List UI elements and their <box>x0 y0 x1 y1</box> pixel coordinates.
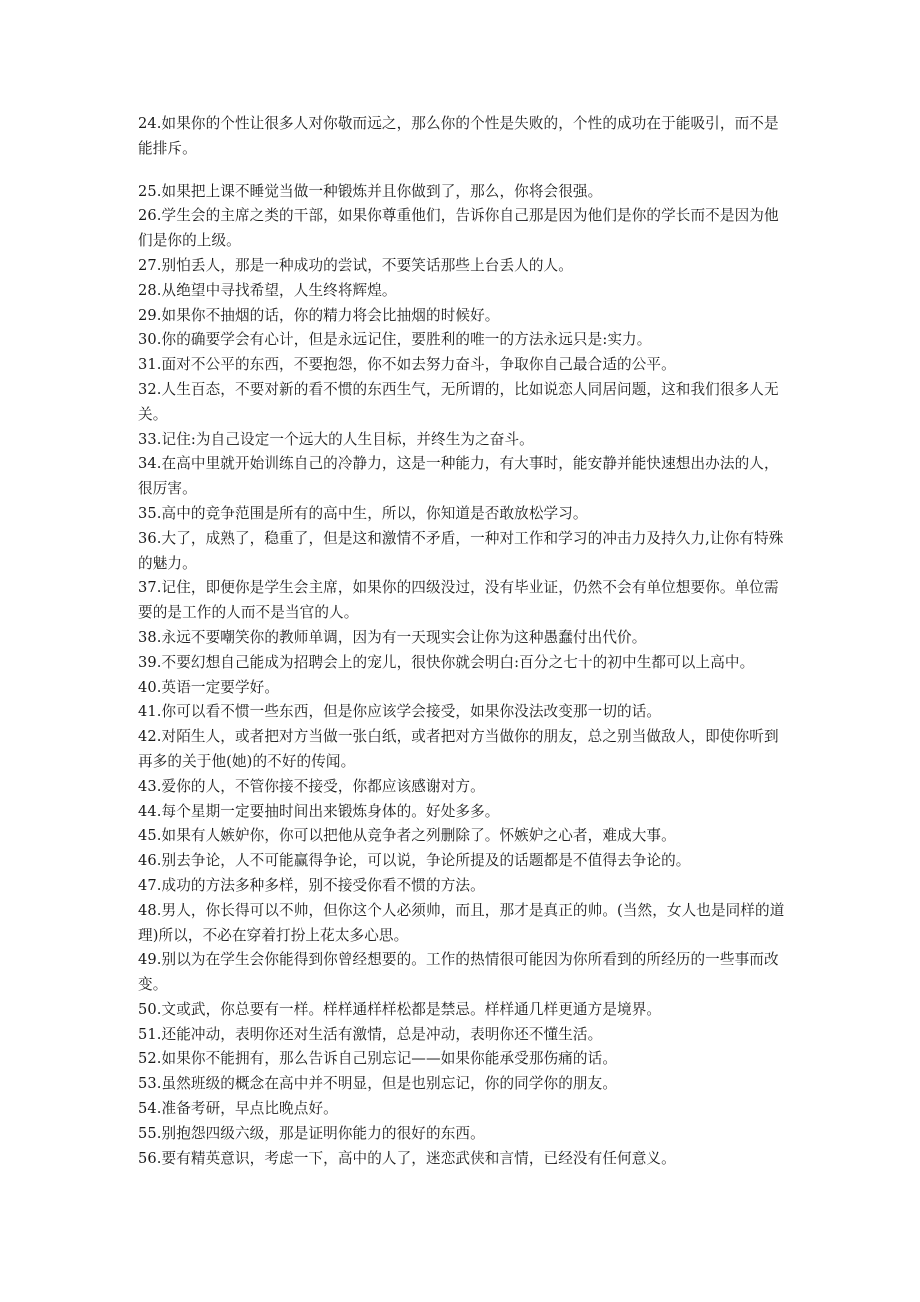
paragraph-39: 39.不要幻想自己能成为招聘会上的宠儿，很快你就会明白:百分之七十的初中生都可以上高中。 <box>138 653 755 671</box>
paragraph-45: 45.如果有人嫉妒你，你可以把他从竞争者之列删除了。怀嫉妒之心者，难成大事。 <box>138 827 676 845</box>
paragraph-30: 30.你的确要学会有心计，但是永远记住，要胜利的唯一的方法永远只是:实力。 <box>138 331 652 349</box>
document-body <box>138 112 788 1171</box>
paragraph-38: 38.永远不要嘲笑你的教师单调，因为有一天现实会让你为这种愚蠢付出代价。 <box>138 628 647 646</box>
paragraph-51: 51.还能冲动，表明你还对生活有激情，总是冲动，表明你还不懂生活。 <box>138 1025 603 1043</box>
paragraph-25: 25.如果把上课不睡觉当做一种锻炼并且你做到了，那么，你将会很强。 <box>138 182 603 200</box>
paragraph-41: 41.你可以看不惯一些东西，但是你应该学会接受，如果你没法改变那一切的话。 <box>138 703 662 721</box>
paragraph-40: 40.英语一定要学好。 <box>138 678 280 696</box>
paragraph-37: 37.记住，即便你是学生会主席，如果你的四级没过，没有毕业证，仍然不会有单位想要你。单位需要的是工作的人而不是当官的人。 <box>138 579 779 622</box>
paragraph-46: 46.别去争论，人不可能赢得争论，可以说，争论所提及的话题都是不值得去争论的。 <box>138 852 691 870</box>
paragraph-50: 50.文或武，你总要有一样。样样通样样松都是禁忌。样样通几样更通方是境界。 <box>138 1000 662 1018</box>
paragraph-36: 36.大了，成熟了，稳重了，但是这和激情不矛盾，一种对工作和学习的冲击力及持久力,让你有特殊的魅力。 <box>138 529 784 572</box>
paragraph-42: 42.对陌生人，或者把对方当做一张白纸，或者把对方当做你的朋友，总之别当做敌人，即使你听到再多的关于他(她)的不好的传闻。 <box>138 728 779 770</box>
paragraph-54: 54.准备考研，早点比晚点好。 <box>138 1100 338 1118</box>
paragraph-33: 33.记住:为自己设定一个远大的人生目标，并终生为之奋斗。 <box>138 430 534 448</box>
paragraph-47: 47.成功的方法多种多样，别不接受你看不惯的方法。 <box>138 876 485 894</box>
paragraph-52: 52.如果你不能拥有，那么告诉自己别忘记——如果你能承受那伤痛的话。 <box>138 1050 618 1068</box>
paragraph-49: 49.别以为在学生会你能得到你曾经想要的。工作的热情很可能因为你所看到的所经历的一些事而改变。 <box>138 951 779 994</box>
paragraph-53: 53.虽然班级的概念在高中并不明显，但是也别忘记，你的同学你的朋友。 <box>138 1075 618 1093</box>
paragraph-24: 24.如果你的个性让很多人对你敬而远之，那么你的个性是失败的，个性的成功在于能吸引，而不是能排斥。 <box>138 115 779 157</box>
paragraph-35: 35.高中的竞争范围是所有的高中生，所以，你知道是否敢放松学习。 <box>138 504 588 522</box>
paragraph-27: 27.别怕丢人，那是一种成功的尝试，不要笑话那些上台丢人的人。 <box>138 256 573 274</box>
paragraph-55: 55.别抱怨四级六级，那是证明你能力的很好的东西。 <box>138 1124 485 1142</box>
paragraph-32: 32.人生百态，不要对新的看不惯的东西生气，无所谓的，比如说恋人同居问题，这和我们很多人无关。 <box>138 380 779 423</box>
paragraph-44: 44.每个星期一定要抽时间出来锻炼身体的。好处多多。 <box>138 802 500 820</box>
paragraph-29: 29.如果你不抽烟的话，你的精力将会比抽烟的时候好。 <box>138 306 500 324</box>
paragraph-34: 34.在高中里就开始训练自己的冷静力，这是一种能力，有大事时，能安静并能快速想出办法的人，很厉害。 <box>138 455 779 498</box>
paragraph-56: 56.要有精英意识，考虑一下，高中的人了，迷恋武侠和言情，已经没有任何意义。 <box>138 1149 676 1167</box>
paragraph-43: 43.爱你的人，不管你接不接受，你都应该感谢对方。 <box>138 777 485 795</box>
paragraph-26: 26.学生会的主席之类的干部，如果你尊重他们，告诉你自己那是因为他们是你的学长而不是因为他们是你的上级。 <box>138 207 779 250</box>
paragraph-48: 48.男人，你长得可以不帅，但你这个人必须帅，而且，那才是真正的帅。(当然，女人也是同样的道理)所以，不必在穿着打扮上花太多心思。 <box>138 901 785 944</box>
paragraph-28: 28.从绝望中寻找希望，人生终将辉煌。 <box>138 281 397 299</box>
paragraph-31: 31.面对不公平的东西，不要抱怨，你不如去努力奋斗，争取你自己最合适的公平。 <box>138 356 676 374</box>
